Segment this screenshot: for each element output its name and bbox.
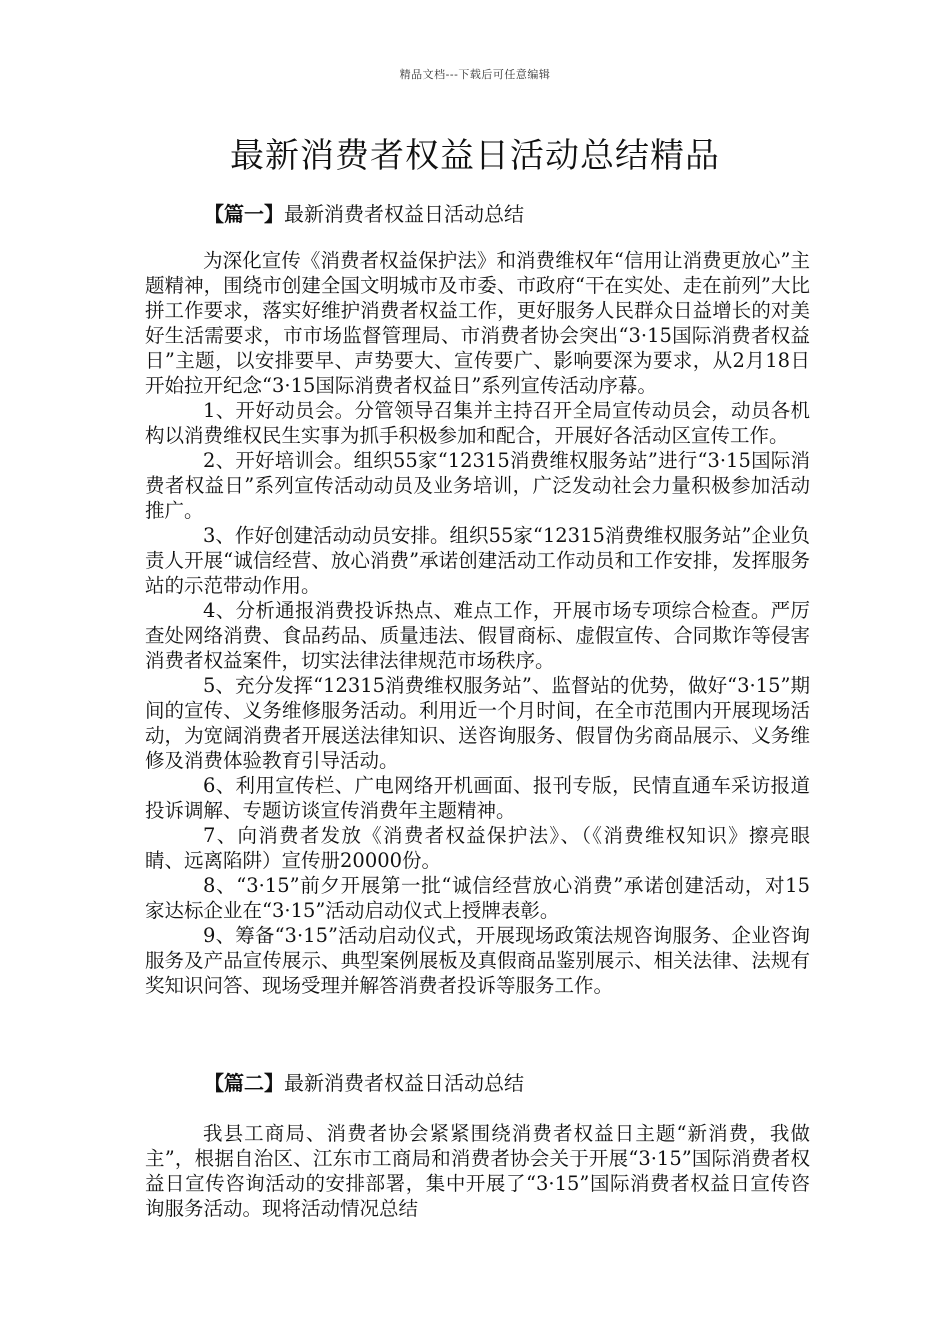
section-1-item-4: 4、分析通报消费投诉热点、难点工作，开展市场专项综合检查。严厉查处网络消费、食品药品、质量违法、假冒商标、虚假宣传、合同欺诈等侵害消费者权益案件，切实法律法律规范市场秩序。 bbox=[145, 599, 810, 672]
section-1-item-9: 9、筹备“3·15”活动启动仪式，开展现场政策法规咨询服务、企业咨询服务及产品宣传展示、典型案例展板及真假商品鉴别展示、相关法律、法规有奖知识问答、现场受理并解答消费者投诉等服务工作。 bbox=[145, 924, 810, 997]
section-1-item-6: 6、利用宣传栏、广电网络开机画面、报刊专版，民情直通车采访报道投诉调解、专题访谈宣传消费年主题精神。 bbox=[145, 774, 810, 822]
section-1-item-7: 7、向消费者发放《消费者权益保护法》、（《消费维权知识》擦亮眼睛、远离陷阱）宣传册20000份。 bbox=[145, 824, 810, 872]
section-1-item-1: 1、开好动员会。分管领导召集并主持召开全局宣传动员会，动员各机构以消费维权民生实事为抓手积极参加和配合，开展好各活动区宣传工作。 bbox=[145, 399, 810, 447]
section-1-intro: 为深化宣传《消费者权益保护法》和消费维权年“信用让消费更放心”主题精神，围绕市创建全国文明城市及市委、市政府“干在实处、走在前列”大比拼工作要求，落实好维护消费者权益工作，更好服务人民群众日益增长的对美好生活需要求，市市场监督管理局、市消费者协会突出“3·15国际消费者权益日”主题，以安排要早、声势要大、宣传要广、影响要深为要求，从2月18日开始拉开纪念“3·15国际消费者权益日”系列宣传活动序幕。 bbox=[145, 249, 810, 397]
header-note: 精品文档---下载后可任意编辑 bbox=[399, 68, 551, 81]
section-1-body bbox=[145, 248, 810, 998]
section-2-heading-bracket: 【篇二】 bbox=[204, 1071, 284, 1095]
section-2-heading bbox=[204, 1070, 524, 1096]
section-1-heading-text: 最新消费者权益日活动总结 bbox=[284, 202, 524, 226]
section-1-item-3: 3、作好创建活动动员安排。组织55家“12315消费维权服务站”企业负责人开展“诚信经营、放心消费”承诺创建活动工作动员和工作安排，发挥服务站的示范带动作用。 bbox=[145, 524, 810, 597]
section-1-heading bbox=[204, 201, 524, 227]
section-1-heading-bracket: 【篇一】 bbox=[204, 202, 284, 226]
section-1-item-2: 2、开好培训会。组织55家“12315消费维权服务站”进行“3·15国际消费者权益日”系列宣传活动动员及业务培训，广泛发动社会力量积极参加活动推广。 bbox=[145, 449, 810, 522]
section-2-heading-text: 最新消费者权益日活动总结 bbox=[284, 1071, 524, 1095]
section-2-body bbox=[145, 1121, 810, 1221]
section-1-item-5: 5、充分发挥“12315消费维权服务站”、监督站的优势，做好“3·15”期间的宣传、义务维修服务活动。利用近一个月时间，在全市范围内开展现场活动，为宽阔消费者开展送法律知识、送咨询服务、假冒伪劣商品展示、义务维修及消费体验教育引导活动。 bbox=[145, 674, 810, 772]
document-title: 最新消费者权益日活动总结精品 bbox=[230, 136, 720, 176]
section-2-intro: 我县工商局、消费者协会紧紧围绕消费者权益日主题“新消费，我做主”，根据自治区、江东市工商局和消费者协会关于开展“3·15”国际消费者权益日宣传咨询活动的安排部署，集中开展了“3·15”国际消费者权益日宣传咨询服务活动。现将活动情况总结 bbox=[145, 1122, 810, 1220]
section-1-item-8: 8、“3·15”前夕开展第一批“诚信经营放心消费”承诺创建活动，对15家达标企业在“3·15”活动启动仪式上授牌表彰。 bbox=[145, 874, 810, 922]
